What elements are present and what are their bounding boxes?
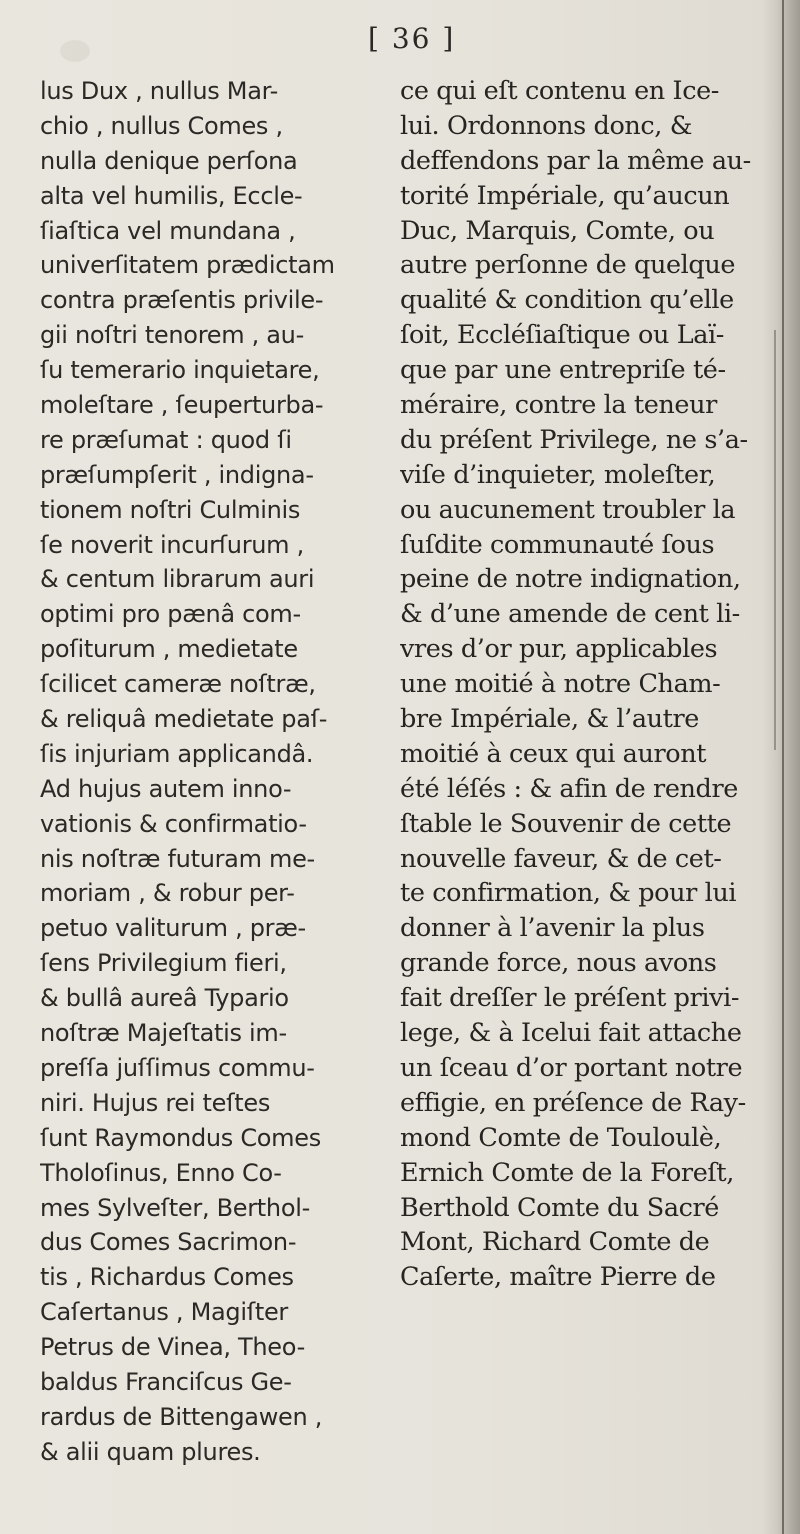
french-text-line: peine de notre indignation, (400, 564, 741, 595)
french-text-line: un ſceau d’or portant notre (400, 1052, 743, 1083)
latin-text-line: re præſumat : quod ſi (40, 425, 292, 454)
french-text-line: bre Impériale, & l’autre (400, 704, 700, 735)
latin-text-line: contra præſentis privile- (40, 286, 324, 315)
page-edge-line (782, 0, 784, 1534)
french-text-line: nouvelle faveur, & de cet- (400, 843, 722, 874)
latin-text-line: nis noſtræ futuram me- (40, 844, 315, 873)
latin-text-line: chio , nullus Comes , (40, 111, 283, 140)
french-text-line: du préſent Privilege, ne s’a- (400, 424, 748, 455)
latin-text-line: lus Dux , nullus Mar- (40, 77, 279, 105)
latin-text-line: preſſa juſſimus commu- (40, 1053, 315, 1082)
french-text-line: été léſés : & afin de rendre (400, 773, 738, 804)
french-text-line: deffendons par la même au- (400, 145, 751, 176)
french-text-line: ou aucunement troubler la (400, 494, 736, 525)
page-number: [ 36 ] (368, 22, 456, 55)
french-text-line: fait dreſſer le préſent privi- (400, 983, 740, 1014)
latin-text-line: Tholoſinus, Enno Co- (40, 1158, 282, 1187)
french-text-line: vres d’or pur, applicables (400, 634, 718, 665)
latin-text-line: alta vel humilis, Eccle- (40, 181, 303, 210)
latin-text-line: noſtræ Majeſtatis im- (40, 1019, 287, 1048)
latin-text-line: baldus Franciſcus Ge- (40, 1367, 292, 1396)
latin-text-line: & centum librarum auri (40, 565, 315, 594)
latin-text-line: ſcilicet cameræ noſtræ, (40, 670, 316, 699)
french-text-column (400, 74, 772, 1295)
latin-text-line: ſens Privilegium fieri, (40, 949, 287, 978)
latin-text-line: tis , Richardus Comes (40, 1263, 294, 1292)
latin-text-line: optimi pro pænâ com- (40, 600, 301, 629)
french-text-line: lege, & à Icelui fait attache (400, 1018, 742, 1049)
latin-text-line: dus Comes Sacrimon- (40, 1228, 297, 1257)
latin-text-line: & reliquâ medietate paſ- (40, 705, 328, 734)
french-text-line: Mont, Richard Comte de (400, 1227, 710, 1258)
latin-text-line: mes Sylveſter, Berthol- (40, 1193, 310, 1222)
paper-stain (60, 40, 90, 62)
latin-text-line: ſu temerario inquietare, (40, 356, 320, 385)
latin-text-line: Petrus de Vinea, Theo- (40, 1333, 305, 1362)
latin-text-line: & alii quam plures. (40, 1437, 261, 1466)
french-text-line: ſtable le Souvenir de cette (400, 808, 732, 839)
latin-text-column (40, 74, 380, 1470)
latin-text-line: ſis injuriam applicandâ. (40, 739, 314, 768)
french-text-line: Ernich Comte de la Foreſt, (400, 1157, 734, 1188)
latin-text-line: ſe noverit incurſurum , (40, 530, 304, 559)
latin-text-line: ſunt Raymondus Comes (40, 1123, 321, 1152)
latin-text-line: & bullâ aureâ Typario (40, 984, 289, 1013)
latin-text-line: poſiturum , medietate (40, 635, 298, 664)
latin-text-line: gii noſtri tenorem , au- (40, 321, 304, 350)
latin-text-line: ſiaſtica vel mundana , (40, 216, 296, 245)
french-text-line: que par une entrepriſe té- (400, 355, 726, 386)
french-text-line: autre perſonne de quelque (400, 250, 736, 281)
latin-text-line: moriam , & robur per- (40, 879, 295, 908)
french-text-line: qualité & condition qu’elle (400, 285, 734, 316)
latin-text-line: tionem noſtri Culminis (40, 495, 301, 524)
latin-text-line: Caſertanus , Magiſter (40, 1298, 288, 1327)
french-text-line: ce qui eſt contenu en Ice- (400, 76, 719, 106)
french-text-line: une moitié à notre Cham- (400, 669, 721, 700)
french-text-line: ſoit, Eccléſiaſtique ou Laï- (400, 320, 724, 351)
latin-text-line: præſumpſerit , indigna- (40, 460, 314, 489)
french-text-line: effigie, en préſence de Ray- (400, 1087, 746, 1118)
french-text-line: Caſerte, maître Pierre de (400, 1262, 716, 1293)
french-text-line: ſuſdite communauté ſous (400, 529, 715, 560)
french-text-line: viſe d’inquieter, moleſter, (400, 459, 716, 490)
french-text-line: moitié à ceux qui auront (400, 738, 707, 769)
french-text-line: mond Comte de Touloulè, (400, 1122, 722, 1153)
french-text-line: Duc, Marquis, Comte, ou (400, 215, 715, 246)
latin-text-line: moleſtare , ſeuperturba- (40, 391, 324, 420)
french-text-line: & d’une amende de cent li- (400, 599, 740, 630)
latin-text-line: univerſitatem prædictam (40, 251, 335, 280)
french-text-line: méraire, contre la teneur (400, 390, 717, 421)
page-edge-line-inner (774, 330, 776, 750)
french-text-line: torité Impériale, qu’aucun (400, 180, 730, 211)
latin-text-line: nulla denique perſona (40, 146, 298, 175)
french-text-line: lui. Ordonnons donc, & (400, 110, 693, 141)
french-text-line: te confirmation, & pour lui (400, 878, 737, 909)
latin-text-line: rardus de Bittengawen , (40, 1402, 323, 1431)
latin-text-line: petuo valiturum , præ- (40, 914, 306, 943)
latin-text-line: Ad hujus autem inno- (40, 774, 292, 803)
french-text-line: grande force, nous avons (400, 948, 717, 979)
latin-text-line: vationis & confirmatio- (40, 809, 307, 838)
french-text-line: Berthold Comte du Sacré (400, 1192, 720, 1223)
french-text-line: donner à l’avenir la plus (400, 913, 705, 944)
latin-text-line: niri. Hujus rei teſtes (40, 1088, 271, 1117)
